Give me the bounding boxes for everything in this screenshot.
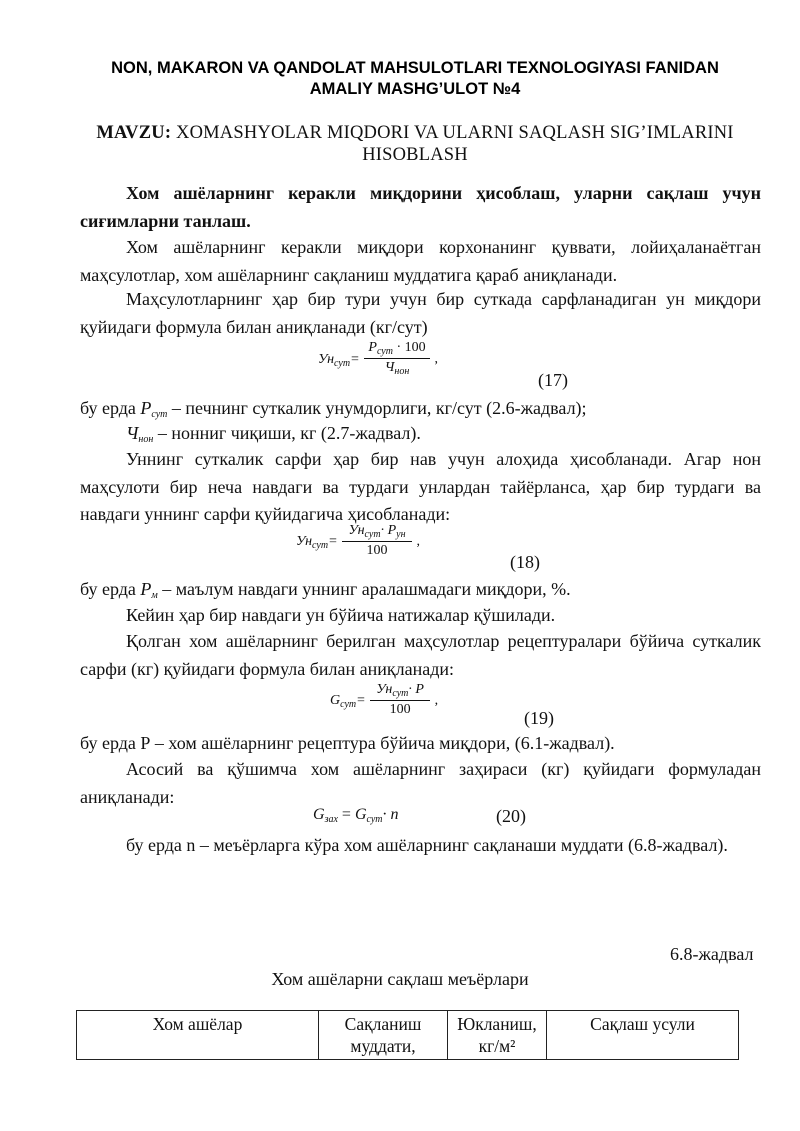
formula-20: $G_{зах} = G_{сут}\cdot n$ [313,806,399,825]
storage-norms-table [76,1010,739,1060]
paragraph-6: Асосий ва қўшимча хом ашёларнинг заҳираси (кг) қуйидаги формуладан аниқланади: [80,759,761,807]
header-line-2: AMALIY MASHG’ULOT №4 [309,80,521,98]
document-header [70,58,760,100]
paragraph-2: Маҳсулотларнинг ҳар бир тури учун бир суткада сарфланадиган ун миқдори қуйидаги формула билан аниқланади (кг/сут) [80,289,761,337]
table-title: Хом ашёларни сақлаш меъёрлари [271,969,529,989]
table-header-storage-period: Сақланиш муддати, [319,1011,448,1060]
equation-number-17: (17) [538,370,568,390]
where-17b: $Ч_{нон}$ – нонниг чиқиши, кг (2.7-жадвал). [126,423,421,445]
where-18: бу ерда $Р_м$ – маълум навдаги уннинг аралашмадаги миқдори, %. [80,579,571,601]
section-title: Хом ашёларнинг керакли миқдорини ҳисоблаш, уларни сақлаш учун сиғимларни танлаш. [80,183,761,231]
header-line-1: NON, MAKARON VA QANDOLAT MAHSULOTLARI TEXNOLOGIYASI FANIDAN [111,59,719,77]
table-header-load: Юкланиш, кг/м² [448,1011,547,1060]
table-header-raw-materials: Хом ашёлар [77,1011,319,1060]
where-17a: бу ерда $Р_{сут}$ – печнинг суткалик унумдорлиги, кг/сут (2.6-жадвал); [80,398,587,420]
topic-text: XOMASHYOLAR MIQDORI VA ULARNI SAQLASH SIG’IMLARINI [176,123,734,143]
formula-19: $G_{сут}=$ $\frac{Ун_{сут}\cdot Р}{100}$ , [330,682,439,717]
paragraph-5: Қолган хом ашёларнинг берилган маҳсулотлар рецептуралари бўйича суткалик сарфи (кг) қуйидаги формула билан аниқланади: [80,631,761,679]
topic-text-2: HISOBLASH [362,145,468,165]
where-20: бу ерда n – меъёрларга кўра хом ашёларнинг сақланаши муддати (6.8-жадвал). [126,835,728,855]
table-header-row [77,1011,739,1060]
topic-title [80,122,750,166]
formula-17: $Ун_{сут}=$ $\frac{Р_{сут} \cdot 100}{Ч_{нон}}$ , [318,340,439,377]
equation-number-20: (20) [496,806,526,826]
equation-number-18: (18) [510,552,540,572]
table-reference: 6.8-жадвал [670,944,754,964]
paragraph-4: Кейин ҳар бир навдаги ун бўйича натижалар қўшилади. [126,605,556,625]
equation-number-19: (19) [524,708,554,728]
paragraph-3: Уннинг суткалик сарфи ҳар бир нав учун алоҳида ҳисобланади. Агар нон маҳсулоти бир неча навдаги ва турдаги унлардан тайёрланса, ҳар бир турдаги ва навдаги уннинг сарфи қуйидагича ҳисобланади: [80,449,761,524]
table-header-storage-method: Сақлаш усули [547,1011,739,1060]
paragraph-1: Хом ашёларнинг керакли миқдори корхонанинг қуввати, лойиҳаланаётган маҳсулотлар, хом ашёларнинг сақланиш муддатига қараб аниқланади. [80,237,761,285]
topic-label: MAVZU: [96,123,172,143]
where-19: бу ерда Р – хом ашёларнинг рецептура бўйича миқдори, (6.1-жадвал). [80,733,615,753]
formula-18: $Ун_{сут}=$ $\frac{Ун_{сут}\cdot Р_{ун}}{100}$ , [296,523,421,558]
